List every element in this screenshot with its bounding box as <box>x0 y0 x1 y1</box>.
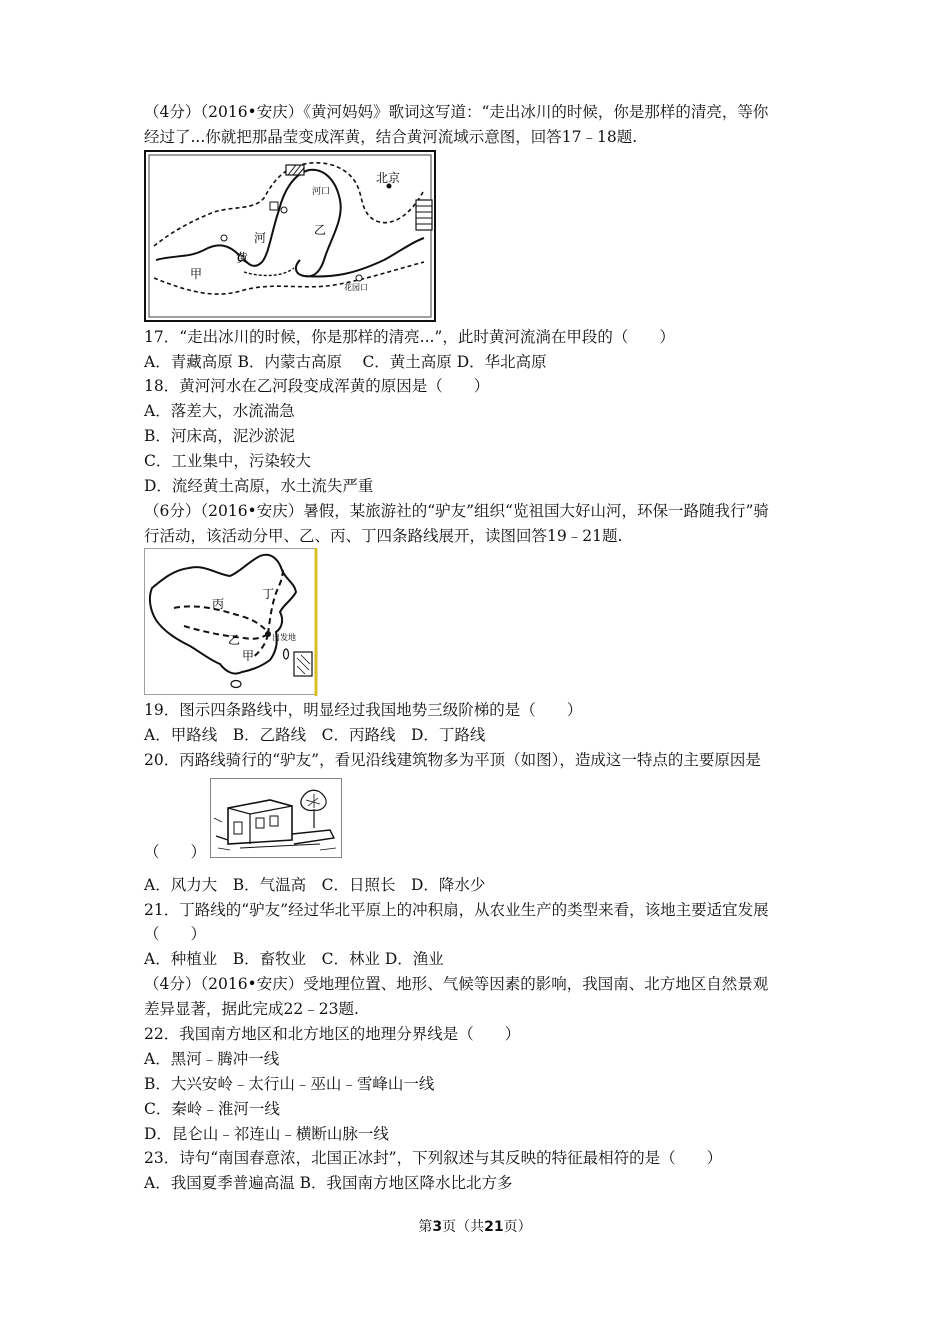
q17-options: A．青藏高原 B．内蒙古高原 C．黄土高原 D．华北高原 <box>144 353 547 371</box>
q20-answer-blank: （ ） <box>144 843 207 861</box>
q23-options-ab: A．我国夏季普遍高温 B．我国南方地区降水比北方多 <box>144 1174 513 1192</box>
page-footer <box>0 1216 950 1236</box>
q21-stem: 21．丁路线的“驴友”经过华北平原上的冲积扇，从农业生产的类型来看，该地主要适宜发展 <box>144 901 769 919</box>
footer-page-number: 3 <box>432 1219 443 1235</box>
q22-option-a: A．黑河﹣腾冲一线 <box>144 1050 280 1068</box>
map2-label-bing: 丙 <box>212 597 225 611</box>
q19-options: A．甲路线 B．乙路线 C．丙路线 D．丁路线 <box>144 726 486 744</box>
intro-22-23-line-1: （4分）（2016•安庆）受地理位置、地形、气候等因素的影响，我国南、北方地区自然景观 <box>144 975 769 993</box>
yellow-river-basin-map <box>144 150 436 322</box>
map1-label-huang: 黄 <box>236 251 249 265</box>
intro-22-23-line-2: 差异显著，据此完成22﹣23题. <box>144 1000 359 1018</box>
q22-option-d: D．昆仑山﹣祁连山﹣横断山脉一线 <box>144 1125 389 1143</box>
footer-prefix: 第 <box>418 1219 433 1235</box>
q22-option-b: B．大兴安岭﹣太行山﹣巫山﹣雪峰山一线 <box>144 1075 435 1093</box>
map1-label-he: 河 <box>254 231 267 245</box>
q20-options: A．风力大 B．气温高 C．日照长 D．降水少 <box>144 876 486 894</box>
map1-label-huayuankou: 花园口 <box>344 283 368 292</box>
map2-label-yi: 乙 <box>228 633 241 647</box>
q22-stem: 22．我国南方地区和北方地区的地理分界线是（ ） <box>144 1025 521 1043</box>
map1-label-beijing: 北京 <box>376 171 401 185</box>
map1-label-hekou: 河口 <box>312 187 331 197</box>
map2-label-jia: 甲 <box>242 649 255 663</box>
q20-stem: 20．丙路线骑行的“驴友”，看见沿线建筑物多为平顶（如图），造成这一特点的主要原因是 <box>144 751 761 769</box>
q18-option-c: C．工业集中，污染较大 <box>144 452 311 470</box>
map1-label-yi: 乙 <box>314 223 327 237</box>
q23-stem: 23．诗句“南国春意浓，北国正冰封”，下列叙述与其反映的特征最相符的是（ ） <box>144 1149 723 1167</box>
footer-total-pages: 21 <box>484 1219 504 1235</box>
footer-suffix: 页） <box>503 1219 532 1235</box>
intro-19-21-line-1: （6分）（2016•安庆）暑假，某旅游社的“驴友”组织“览祖国大好山河，环保一路随我行”骑 <box>144 502 769 520</box>
q17-stem: 17．“走出冰川的时候，你是那样的清亮...”，此时黄河流淌在甲段的（ ） <box>144 328 675 346</box>
q18-stem: 18．黄河河水在乙河段变成浑黄的原因是（ ） <box>144 377 490 395</box>
intro-19-21-line-2: 行活动，该活动分甲、乙、丙、丁四条路线展开，读图回答19﹣21题. <box>144 527 623 545</box>
intro-17-18-line-2: 经过了...你就把那晶莹变成浑黄，结合黄河流域示意图，回答17﹣18题. <box>144 128 638 146</box>
map2-label-ding: 丁 <box>262 587 275 601</box>
q21-options: A．种植业 B．畜牧业 C．林业 D．渔业 <box>144 950 444 968</box>
intro-17-18-line-1: （4分）（2016•安庆）《黄河妈妈》歌词这写道：“走出冰川的时候，你是那样的清亮，等你 <box>144 103 769 121</box>
map1-label-jia: 甲 <box>190 267 203 281</box>
flat-roof-building-sketch <box>210 778 342 858</box>
q18-option-a: A．落差大，水流湍急 <box>144 402 295 420</box>
q19-stem: 19．图示四条路线中，明显经过我国地势三级阶梯的是（ ） <box>144 701 583 719</box>
q18-option-b: B．河床高，泥沙淤泥 <box>144 427 295 445</box>
q22-option-c: C．秦岭﹣淮河一线 <box>144 1100 280 1118</box>
q18-option-d: D．流经黄土高原，水土流失严重 <box>144 477 374 495</box>
footer-middle: 页（共 <box>442 1219 485 1235</box>
china-route-map <box>144 548 320 696</box>
q21-answer-blank: （ ） <box>144 925 207 943</box>
map2-label-start: 出发地 <box>272 633 296 642</box>
